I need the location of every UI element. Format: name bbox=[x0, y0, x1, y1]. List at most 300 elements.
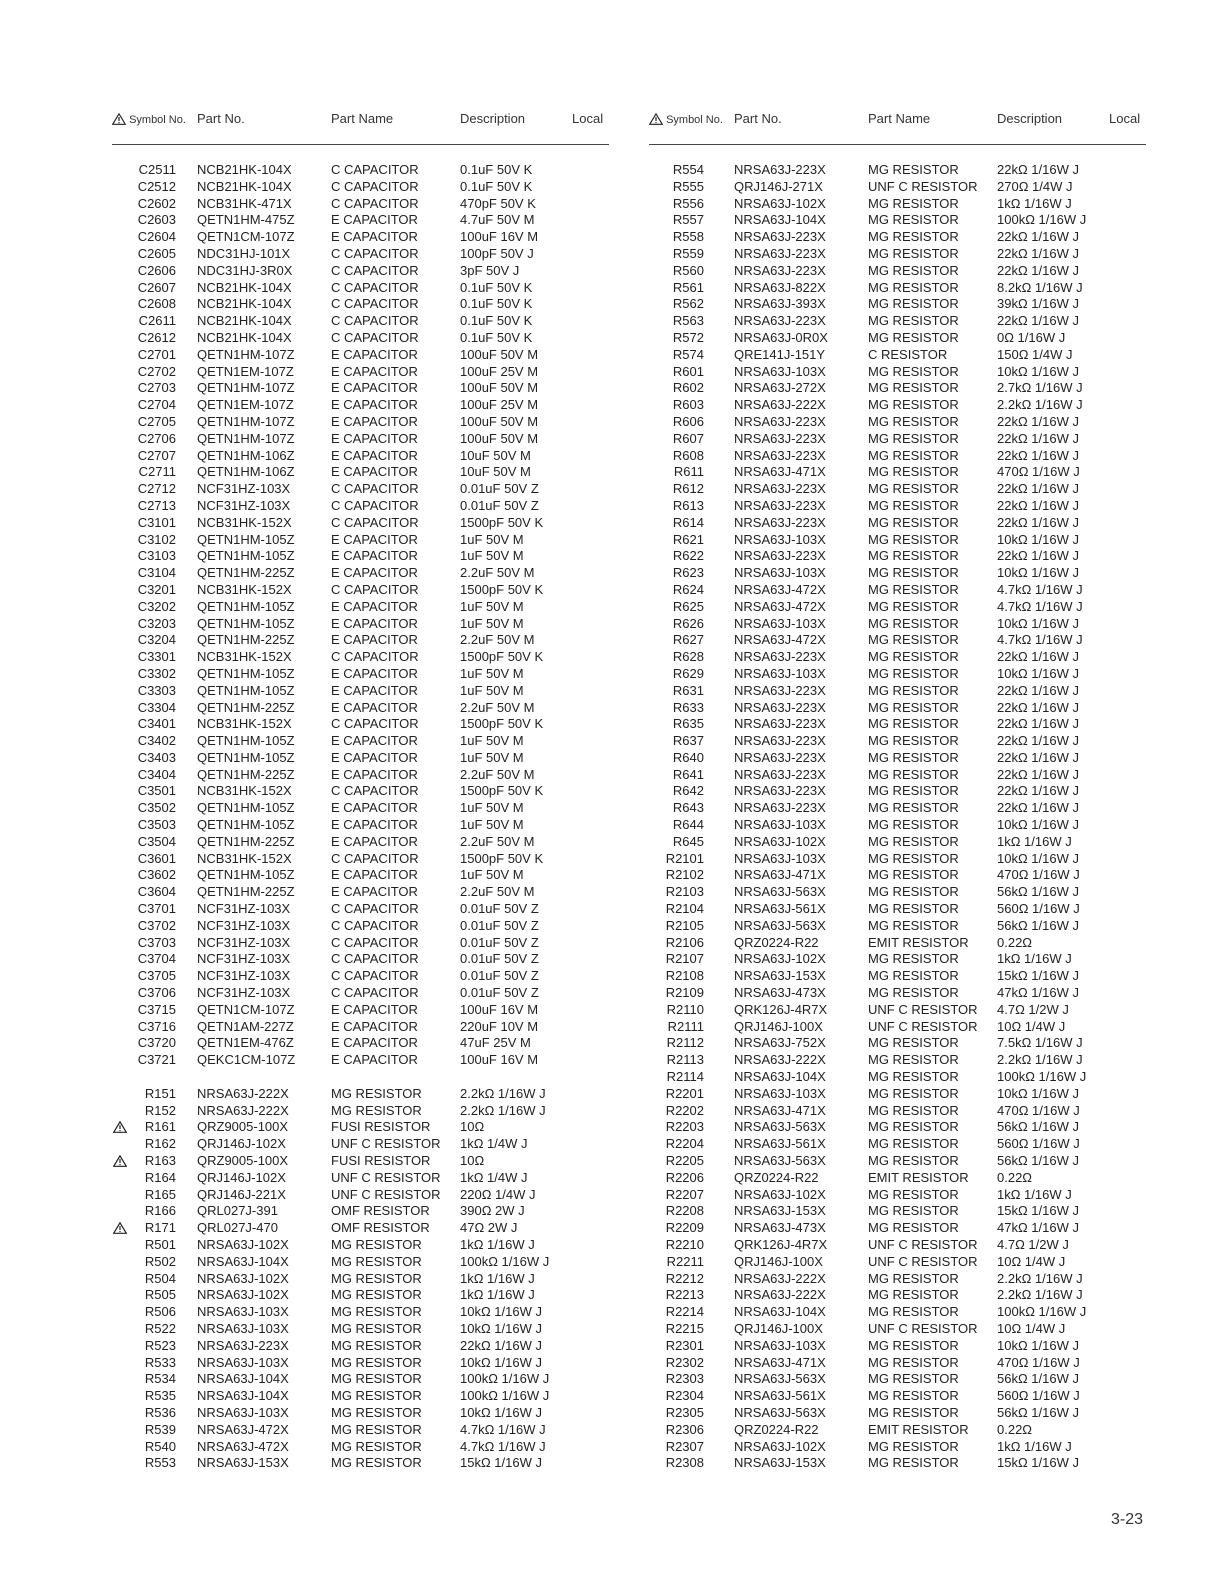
part-name bbox=[331, 1304, 422, 1321]
table-row bbox=[649, 884, 1146, 901]
description bbox=[460, 515, 543, 532]
part-no bbox=[197, 1220, 278, 1237]
part-no bbox=[734, 783, 826, 800]
part-no-text: NRSA63J-104X bbox=[734, 212, 826, 228]
table-row bbox=[649, 565, 1146, 582]
part-name-text: E CAPACITOR bbox=[331, 766, 418, 782]
description bbox=[997, 212, 1086, 229]
header-description: Description bbox=[997, 111, 1063, 126]
table-row bbox=[112, 582, 609, 599]
symbol-no bbox=[112, 599, 176, 616]
part-no bbox=[197, 783, 292, 800]
symbol-no bbox=[112, 1153, 176, 1170]
symbol-no bbox=[112, 380, 176, 397]
symbol-no-text: R2108 bbox=[665, 968, 704, 984]
description bbox=[460, 1170, 528, 1187]
description-text: 100uF 50V M bbox=[460, 430, 539, 446]
part-no-text: NRSA63J-102X bbox=[734, 1438, 826, 1454]
table-row bbox=[112, 280, 609, 297]
symbol-no bbox=[649, 448, 704, 465]
part-no bbox=[197, 565, 295, 582]
table-row bbox=[649, 649, 1146, 666]
part-name-text: MG RESISTOR bbox=[868, 1085, 959, 1101]
table-row bbox=[649, 1254, 1146, 1271]
description bbox=[460, 532, 524, 549]
part-no-text: NRSA63J-561X bbox=[734, 901, 826, 917]
description bbox=[460, 1271, 535, 1288]
description-text: 1500pF 50V K bbox=[460, 649, 544, 665]
part-name bbox=[868, 296, 959, 313]
part-name bbox=[868, 1439, 959, 1456]
description-text: 10kΩ 1/16W J bbox=[997, 363, 1079, 379]
symbol-no bbox=[112, 1455, 176, 1472]
table-row bbox=[112, 397, 609, 414]
part-no-text: NCB21HK-104X bbox=[197, 329, 292, 345]
part-no bbox=[734, 1355, 826, 1372]
description bbox=[460, 565, 534, 582]
part-no bbox=[197, 1203, 278, 1220]
part-name bbox=[868, 666, 959, 683]
part-name bbox=[331, 767, 418, 784]
part-name-text: MG RESISTOR bbox=[868, 884, 959, 900]
part-name bbox=[868, 968, 959, 985]
table-row bbox=[112, 884, 609, 901]
description bbox=[997, 1187, 1072, 1204]
symbol-no bbox=[112, 1287, 176, 1304]
table-row bbox=[649, 1237, 1146, 1254]
part-no bbox=[197, 700, 295, 717]
part-name-text: OMF RESISTOR bbox=[331, 1203, 430, 1219]
description bbox=[997, 935, 1032, 952]
description-text: 22kΩ 1/16W J bbox=[997, 716, 1079, 732]
table-row bbox=[649, 498, 1146, 515]
symbol-no bbox=[112, 1052, 176, 1069]
part-name-text: C CAPACITOR bbox=[331, 951, 419, 967]
table-row bbox=[112, 951, 609, 968]
description bbox=[460, 548, 524, 565]
table-row bbox=[649, 347, 1146, 364]
table-row bbox=[649, 1119, 1146, 1136]
symbol-no-text: R637 bbox=[672, 733, 704, 749]
description bbox=[997, 515, 1079, 532]
symbol-no bbox=[112, 582, 176, 599]
symbol-no-text: C2707 bbox=[137, 447, 176, 463]
table-row bbox=[112, 1187, 609, 1204]
symbol-no bbox=[112, 229, 176, 246]
symbol-no bbox=[112, 548, 176, 565]
description bbox=[997, 1203, 1079, 1220]
symbol-no-text: R602 bbox=[672, 380, 704, 396]
part-no-text: QETN1EM-107Z bbox=[197, 397, 294, 413]
description-text: 22kΩ 1/16W J bbox=[997, 162, 1079, 177]
part-name bbox=[868, 632, 959, 649]
part-name bbox=[868, 1170, 969, 1187]
part-no-text: NRSA63J-0R0X bbox=[734, 329, 828, 345]
description-text: 56kΩ 1/16W J bbox=[997, 917, 1079, 933]
part-no bbox=[197, 1455, 289, 1472]
table-row bbox=[112, 1455, 609, 1472]
part-name-text: C CAPACITOR bbox=[331, 481, 419, 497]
part-name-text: UNF C RESISTOR bbox=[868, 1253, 978, 1269]
symbol-no bbox=[649, 212, 704, 229]
description bbox=[997, 162, 1079, 179]
symbol-no bbox=[649, 347, 704, 364]
part-name-text: MG RESISTOR bbox=[331, 1388, 422, 1404]
symbol-no-text: R163 bbox=[144, 1153, 176, 1169]
part-name bbox=[868, 985, 959, 1002]
symbol-no bbox=[649, 179, 704, 196]
description-text: 2.2uF 50V M bbox=[460, 766, 535, 782]
part-name bbox=[868, 481, 959, 498]
table-row bbox=[112, 1103, 609, 1120]
table-row bbox=[649, 1019, 1146, 1036]
table-row bbox=[112, 1170, 609, 1187]
description bbox=[460, 935, 539, 952]
symbol-no bbox=[112, 901, 176, 918]
part-no bbox=[197, 1035, 294, 1052]
symbol-no bbox=[112, 498, 176, 515]
description-text: 2.2kΩ 1/16W J bbox=[997, 397, 1083, 413]
part-no-text: NRSA63J-472X bbox=[734, 632, 826, 648]
part-no-text: QETN1HM-225Z bbox=[197, 632, 295, 648]
table-row bbox=[112, 599, 609, 616]
part-no-text: QETN1HM-105Z bbox=[197, 867, 295, 883]
part-name-text: MG RESISTOR bbox=[868, 296, 959, 312]
part-name bbox=[868, 1371, 959, 1388]
part-no bbox=[734, 448, 826, 465]
description-text: 15kΩ 1/16W J bbox=[997, 1203, 1079, 1219]
description bbox=[997, 901, 1080, 918]
part-no bbox=[197, 1355, 289, 1372]
symbol-no bbox=[112, 1422, 176, 1439]
part-name bbox=[868, 733, 959, 750]
description bbox=[997, 565, 1079, 582]
part-no-text: QETN1HM-225Z bbox=[197, 766, 295, 782]
safety-warning-icon bbox=[113, 1155, 127, 1167]
part-no bbox=[734, 548, 826, 565]
part-no-text: NCB31HK-152X bbox=[197, 581, 292, 597]
part-name-text: MG RESISTOR bbox=[868, 195, 959, 211]
symbol-no-text: R626 bbox=[672, 615, 704, 631]
description-text: 2.2kΩ 1/16W J bbox=[997, 1270, 1083, 1286]
part-no-text: NRSA63J-223X bbox=[734, 699, 826, 715]
symbol-no bbox=[649, 1170, 704, 1187]
part-name bbox=[868, 683, 959, 700]
part-no bbox=[734, 1338, 826, 1355]
part-name bbox=[868, 616, 959, 633]
symbol-no-text: C3104 bbox=[137, 565, 176, 581]
table-row bbox=[649, 1035, 1146, 1052]
description-text: 0.22Ω bbox=[997, 1169, 1033, 1185]
description-text: 56kΩ 1/16W J bbox=[997, 884, 1079, 900]
description bbox=[460, 1287, 535, 1304]
description bbox=[460, 985, 539, 1002]
description-text: 22kΩ 1/16W J bbox=[997, 749, 1079, 765]
part-no-text: NRSA63J-472X bbox=[197, 1438, 289, 1454]
symbol-no-text: C2611 bbox=[138, 313, 176, 329]
part-name bbox=[868, 1187, 959, 1204]
description bbox=[460, 179, 532, 196]
part-no bbox=[734, 1321, 823, 1338]
part-no-text: QETN1HM-105Z bbox=[197, 548, 295, 564]
symbol-no bbox=[112, 347, 176, 364]
symbol-no bbox=[649, 851, 704, 868]
part-no bbox=[734, 716, 826, 733]
description bbox=[997, 750, 1079, 767]
table-row bbox=[649, 851, 1146, 868]
part-name-text: MG RESISTOR bbox=[868, 1069, 959, 1085]
part-no-text: NRSA63J-223X bbox=[734, 229, 826, 245]
header-part-no: Part No. bbox=[734, 111, 782, 126]
part-name-text: MG RESISTOR bbox=[868, 514, 959, 530]
description-text: 4.7kΩ 1/16W J bbox=[997, 632, 1083, 648]
description-text: 56kΩ 1/16W J bbox=[997, 1371, 1079, 1387]
part-name-text: MG RESISTOR bbox=[868, 1287, 959, 1303]
symbol-no bbox=[649, 750, 704, 767]
description bbox=[460, 1035, 531, 1052]
part-no-text: NRSA63J-223X bbox=[734, 262, 826, 278]
table-row bbox=[649, 1338, 1146, 1355]
description-text: 22kΩ 1/16W J bbox=[997, 699, 1079, 715]
part-no bbox=[734, 968, 826, 985]
part-no bbox=[734, 1035, 826, 1052]
part-no-text: NCB21HK-104X bbox=[197, 279, 292, 295]
part-no bbox=[197, 246, 290, 263]
part-name-text: E CAPACITOR bbox=[331, 1052, 418, 1068]
part-no-text: QETN1HM-107Z bbox=[197, 430, 295, 446]
symbol-no-text: C3721 bbox=[137, 1052, 176, 1068]
description bbox=[460, 464, 531, 481]
part-no-text: NRSA63J-563X bbox=[734, 1153, 826, 1169]
part-name-text: MG RESISTOR bbox=[868, 1270, 959, 1286]
part-name bbox=[868, 649, 959, 666]
part-no bbox=[734, 296, 826, 313]
part-no-text: QRZ0224-R22 bbox=[734, 1169, 819, 1185]
part-no-text: QETN1HM-105Z bbox=[197, 817, 295, 833]
part-name bbox=[331, 1355, 422, 1372]
part-no-text: NRSA63J-104X bbox=[734, 1304, 826, 1320]
table-row bbox=[112, 1153, 609, 1170]
description bbox=[997, 263, 1079, 280]
part-no-text: QETN1HM-105Z bbox=[197, 733, 295, 749]
part-name-text: E CAPACITOR bbox=[331, 1001, 418, 1017]
part-no bbox=[197, 1170, 286, 1187]
table-row bbox=[649, 380, 1146, 397]
symbol-no bbox=[112, 397, 176, 414]
table-row bbox=[112, 464, 609, 481]
description-text: 10kΩ 1/16W J bbox=[997, 817, 1079, 833]
part-name-text: E CAPACITOR bbox=[331, 212, 418, 228]
table-row bbox=[649, 1321, 1146, 1338]
symbol-no bbox=[649, 481, 704, 498]
part-no bbox=[197, 498, 290, 515]
symbol-no bbox=[649, 985, 704, 1002]
symbol-no-text: R165 bbox=[144, 1186, 176, 1202]
part-name bbox=[331, 1002, 418, 1019]
part-no-text: QRJ146J-100X bbox=[734, 1018, 823, 1034]
description bbox=[997, 1304, 1086, 1321]
part-name bbox=[331, 380, 418, 397]
description bbox=[997, 1052, 1083, 1069]
description bbox=[460, 649, 543, 666]
table-row bbox=[649, 582, 1146, 599]
symbol-no bbox=[112, 1203, 176, 1220]
symbol-no bbox=[649, 414, 704, 431]
description bbox=[997, 1220, 1079, 1237]
description-text: 1kΩ 1/16W J bbox=[997, 951, 1072, 967]
symbol-no-text: R2215 bbox=[665, 1320, 704, 1336]
part-no bbox=[734, 464, 826, 481]
description bbox=[460, 599, 524, 616]
part-no bbox=[734, 767, 826, 784]
table-row bbox=[112, 330, 609, 347]
description bbox=[460, 397, 538, 414]
symbol-no-text: R622 bbox=[672, 548, 704, 564]
table-row bbox=[649, 716, 1146, 733]
symbol-no-text: R2207 bbox=[665, 1186, 704, 1202]
part-no bbox=[197, 800, 295, 817]
part-no-text: QETN1HM-105Z bbox=[197, 615, 295, 631]
part-name-text: MG RESISTOR bbox=[868, 329, 959, 345]
part-name bbox=[331, 565, 418, 582]
part-name-text: E CAPACITOR bbox=[331, 447, 418, 463]
description bbox=[997, 599, 1083, 616]
part-name-text: MG RESISTOR bbox=[868, 749, 959, 765]
description-text: 0.01uF 50V Z bbox=[460, 497, 539, 513]
description-text: 1kΩ 1/4W J bbox=[460, 1136, 528, 1152]
table-row bbox=[649, 1388, 1146, 1405]
part-name-text: MG RESISTOR bbox=[868, 951, 959, 967]
table-row bbox=[649, 229, 1146, 246]
description-text: 0.01uF 50V Z bbox=[460, 968, 539, 984]
description bbox=[997, 1388, 1080, 1405]
part-name-text: C CAPACITOR bbox=[331, 262, 419, 278]
part-no-text: NRSA63J-153X bbox=[734, 1455, 826, 1471]
description-text: 220uF 10V M bbox=[460, 1018, 539, 1034]
symbol-no bbox=[649, 1388, 704, 1405]
table-row bbox=[649, 1355, 1146, 1372]
description-text: 470Ω 1/16W J bbox=[997, 1354, 1080, 1370]
symbol-no-text: C3401 bbox=[137, 716, 176, 732]
part-no bbox=[197, 1422, 289, 1439]
table-row bbox=[112, 1439, 609, 1456]
part-name-text: MG RESISTOR bbox=[868, 279, 959, 295]
symbol-no-text: C3701 bbox=[137, 901, 176, 917]
part-no bbox=[197, 632, 295, 649]
description bbox=[460, 951, 539, 968]
part-no-text: NRSA63J-393X bbox=[734, 296, 826, 312]
part-name-text: MG RESISTOR bbox=[868, 1035, 959, 1051]
table-row bbox=[112, 347, 609, 364]
table-row bbox=[649, 515, 1146, 532]
symbol-no bbox=[112, 649, 176, 666]
description bbox=[997, 1439, 1072, 1456]
part-name bbox=[331, 1103, 422, 1120]
symbol-no-text: C3202 bbox=[137, 598, 176, 614]
part-name bbox=[331, 935, 419, 952]
part-no bbox=[197, 296, 292, 313]
part-name-text: E CAPACITOR bbox=[331, 464, 418, 480]
part-no-text: QETN1HM-105Z bbox=[197, 531, 295, 547]
part-name bbox=[331, 783, 419, 800]
description bbox=[460, 380, 538, 397]
part-name bbox=[331, 1170, 441, 1187]
part-no bbox=[197, 212, 295, 229]
description bbox=[460, 296, 532, 313]
part-name-text: MG RESISTOR bbox=[868, 413, 959, 429]
part-no bbox=[734, 750, 826, 767]
symbol-no-text: C3301 bbox=[137, 649, 176, 665]
symbol-no bbox=[112, 1103, 176, 1120]
description-text: 10uF 50V M bbox=[460, 464, 531, 480]
part-name-text: MG RESISTOR bbox=[868, 665, 959, 681]
part-name bbox=[331, 817, 418, 834]
description-text: 390Ω 2W J bbox=[460, 1203, 525, 1219]
symbol-no-text: R2113 bbox=[666, 1052, 704, 1068]
description-text: 0.22Ω bbox=[997, 1421, 1033, 1437]
part-name bbox=[331, 313, 419, 330]
symbol-no-text: C3604 bbox=[137, 884, 176, 900]
part-name bbox=[868, 246, 959, 263]
table-row bbox=[649, 280, 1146, 297]
part-no-text: NCB21HK-104X bbox=[197, 178, 292, 194]
symbol-no-text: R614 bbox=[672, 514, 704, 530]
symbol-no-text: R645 bbox=[672, 833, 704, 849]
part-name-text: C CAPACITOR bbox=[331, 716, 419, 732]
description bbox=[997, 834, 1072, 851]
table-row bbox=[649, 683, 1146, 700]
symbol-no bbox=[112, 481, 176, 498]
symbol-no-text: C2603 bbox=[137, 212, 176, 228]
table-row bbox=[112, 1119, 609, 1136]
symbol-no-text: R558 bbox=[672, 229, 704, 245]
part-name-text: MG RESISTOR bbox=[868, 1388, 959, 1404]
description bbox=[997, 767, 1079, 784]
part-name-text: MG RESISTOR bbox=[331, 1438, 422, 1454]
symbol-no bbox=[112, 683, 176, 700]
part-name-text: FUSI RESISTOR bbox=[331, 1119, 431, 1135]
description-text: 22kΩ 1/16W J bbox=[997, 229, 1079, 245]
description bbox=[460, 1119, 484, 1136]
symbol-no-text: R2114 bbox=[666, 1069, 704, 1085]
part-no bbox=[734, 1220, 826, 1237]
part-no bbox=[197, 767, 295, 784]
description-text: 1kΩ 1/16W J bbox=[460, 1237, 535, 1252]
symbol-no-text: R606 bbox=[672, 413, 704, 429]
description bbox=[997, 1035, 1083, 1052]
part-no-text: QETN1AM-227Z bbox=[197, 1018, 294, 1034]
symbol-no-text: R2304 bbox=[665, 1388, 704, 1404]
part-name-text: MG RESISTOR bbox=[331, 1270, 422, 1286]
part-no bbox=[734, 1002, 827, 1019]
part-name-text: E CAPACITOR bbox=[331, 430, 418, 446]
description-text: 2.2uF 50V M bbox=[460, 632, 535, 648]
part-no bbox=[197, 834, 295, 851]
description-text: 10Ω bbox=[460, 1153, 485, 1169]
table-row bbox=[649, 1439, 1146, 1456]
part-no-text: QRK126J-4R7X bbox=[734, 1001, 828, 1017]
part-name-text: MG RESISTOR bbox=[868, 1153, 959, 1169]
description bbox=[460, 1086, 546, 1103]
table-row bbox=[649, 968, 1146, 985]
symbol-no bbox=[112, 632, 176, 649]
part-name bbox=[868, 380, 959, 397]
part-name bbox=[868, 1119, 959, 1136]
symbol-no-text: C2713 bbox=[137, 497, 176, 513]
symbol-no bbox=[112, 1355, 176, 1372]
description bbox=[997, 548, 1079, 565]
table-row bbox=[112, 1405, 609, 1422]
